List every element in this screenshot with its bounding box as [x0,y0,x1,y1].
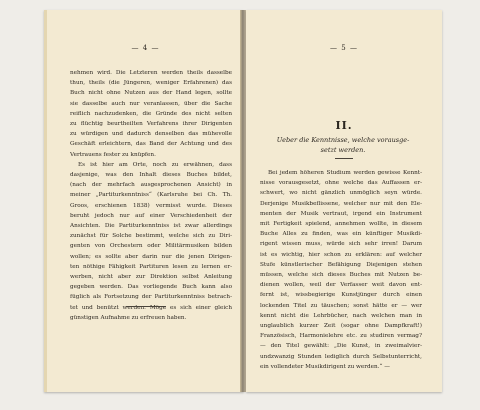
text-line: undzwanzig Stunden lediglich durch Selbstunterricht, [260,353,422,360]
section-divider [126,306,166,307]
text-line: füglich als Fortsetzung der Partiturkenntniss betrach- [70,294,232,301]
text-line: unglaublich kurzer Zeit (sogar ohne Dampfkraft!) [260,323,422,330]
text-line: Es ist hier am Orte, noch zu erwähnen, dass [78,161,232,168]
text-line: gegeben werden. Das vorliegende Buch kann also [70,284,232,291]
text-line: Groos, erschienen 1838) vermisst wurde. Dieses [70,202,232,209]
text-line: zu flüchtig beurtheilten Verfahrens ihrer Dirigenten [70,121,232,128]
text-line: Geschäft erleichtern, das Band der Achtung und des [70,141,232,148]
text-line: ist es wichtig, hier schon zu erklären: auf welcher [260,251,422,258]
page-number-left: — 4 — [131,44,160,52]
right-page-text [246,168,442,372]
left-page [44,10,244,392]
text-line: nehmen wird. Die Letzteren werden theils dasselbe [70,70,232,76]
section-title-line: Ueber die Kenntnisse, welche vorausge- [276,136,410,144]
text-line: günstigen Aufnahme zu erfreuen haben. [70,314,187,321]
text-line: müssen, welche sich dieses Buches mit Nutzen be- [260,272,422,279]
text-line: dienen wollen, weil der Verfasser weit davon ent- [260,282,422,289]
text-line: rigent wissen muss, würde sich sehr irren! Darum [260,241,422,248]
text-line: (nach der mehrfach ausgesprochenen Ansicht) in [70,182,232,189]
text-line: werben, nicht aber zur Direktion selbst Anleitung [70,274,232,281]
text-line: thun, theils (die Jüngeren, weniger Erfahrenen) das [70,80,232,87]
text-line: beruht jedoch nur auf einer Verschiedenheit der [70,212,232,219]
text-line: Derjenige Musikbeflissene, welcher nur mit den Ele- [260,200,422,207]
text-line: Bei jedem höheren Studium werden gewisse Kennt- [268,170,422,176]
text-line: zu würdigen und dadurch denselben das mühevolle [70,131,232,138]
text-line: sie dasselbe auch nur veranlassen, über die Sache [70,100,232,107]
text-line: Ansichten. Die Partiturkenntniss ist zwar allerdings [70,223,232,230]
text-line: wollen; es sollte aber darin nur die jenen Dirigen- [70,253,232,260]
text-line: menten der Musik vertraut, irgend ein Instrument [260,210,422,217]
text-line: ten nöthige Fähigkeit Partituren lesen zu lernen er- [70,263,232,270]
section-title-line: setzt werden. [320,146,366,154]
text-line: mit Fertigkeit spielend, annehmen wollte, in diesem [260,221,422,228]
text-line: genten von Orchestern oder Militärmusiken bilden [70,243,232,250]
text-line: Stufe künstlerischer Befähigung Diejenigen stehen [260,261,422,268]
text-line: fernt ist, wissbegierige Kunstjünger durch einen [260,292,422,299]
text-line: Buche Alles zu finden, was ein künftiger Musikdi- [260,231,422,238]
text-line: lockenden Titel zu täuschen; sonst hätte er — wer [260,302,422,309]
section-number: II. [335,119,353,132]
text-line: ein vollendeter Musikdirigent zu werden.“ — [260,363,390,370]
text-line: Buch nicht ohne Nutzen aus der Hand legen, sollte [70,90,232,97]
text-line: Vertrauens fester zu knüpfen. [70,151,156,158]
text-line: tet und benützt werden. Möge es sich einer gleich [70,304,232,311]
text-line: reiflich nachzudenken, die Gründe des nicht selten [70,110,232,117]
left-page-text [47,68,244,323]
text-line: meiner „Partiturkenntniss“ (Karlsruhe bei Ch. Th. [70,192,232,199]
text-line: — den Titel gewählt: „Die Kunst, in zweimalvier- [260,343,422,350]
heading-divider [335,158,353,159]
section-title [262,135,424,155]
text-line: kennt nicht die Lehrbücher, nach welchen man in [260,312,422,319]
text-line: schwert, wo nicht gänzlich unmöglich seyn würde. [260,190,422,197]
text-line: nisse vorausgesetzt, ohne welche das Auffassen er- [260,180,422,187]
text-line: zunächst für Solche bestimmt, welche sich zu Diri- [70,233,232,240]
page-number-right: — 5 — [330,44,358,52]
text-line: dasjenige, was den Inhalt dieses Buches bildet, [70,172,232,179]
right-page [246,10,442,392]
text-line: Französisch, Harmonielehre etc. zu studiren vermag? [260,333,422,340]
